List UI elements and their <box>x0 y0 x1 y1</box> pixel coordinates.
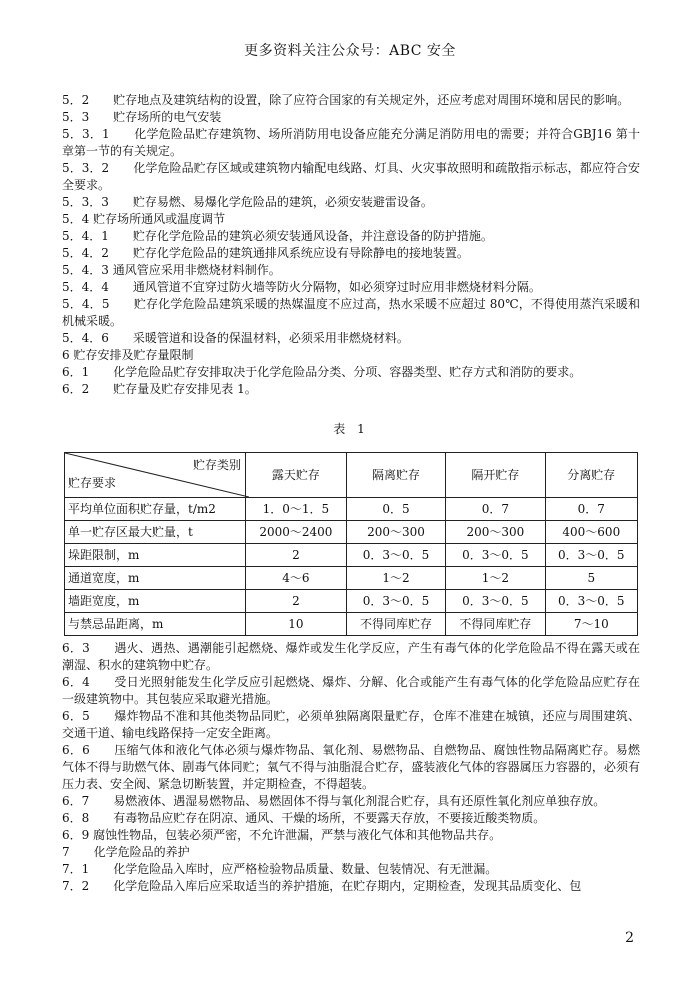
paragraph: 7 化学危险品的养护 <box>62 845 190 859</box>
column-header: 隔开贮存 <box>446 453 545 498</box>
paragraph: 6．4 受日光照射能发生化学反应引起燃烧、爆炸、分解、化合或能产生有毒气体的化学危险品应贮存在一级建筑物中。其包装应采取避光措施。 <box>62 675 640 706</box>
table-cell: 0．3～0．5 <box>446 544 545 567</box>
paragraph: 6 贮存安排及贮存量限制 <box>62 348 194 362</box>
storage-table <box>64 452 638 636</box>
table-cell: 7～10 <box>545 613 637 636</box>
table-cell: 不得同库贮存 <box>446 613 545 636</box>
row-label: 垛距限制，m <box>65 544 246 567</box>
document-body <box>62 92 640 895</box>
paragraph: 5．4．1 贮存化学危险品的建筑必须安装通风设备，并注意设备的防护措施。 <box>62 229 493 243</box>
paragraph: 5．4．4 通风管道不宜穿过防火墙等防火分隔物，如必须穿过时应用非燃烧材料分隔。 <box>62 280 541 294</box>
paragraph: 5．3．3 贮存易燃、易爆化学危险品的建筑，必须安装避雷设备。 <box>62 195 433 209</box>
paragraph: 6．5 爆炸物品不准和其他类物品同贮，必须单独隔离限量贮存，仓库不准建在城镇，还应与周围建筑、交通干道、输电线路保持一定安全距离。 <box>62 709 640 740</box>
table-cell: 200～300 <box>346 521 445 544</box>
table-cell: 1～2 <box>346 567 445 590</box>
table-cell: 0．3～0．5 <box>346 590 445 613</box>
table-cell: 2 <box>246 544 347 567</box>
table-row <box>65 613 638 636</box>
paragraph: 6．8 有毒物品应贮存在阴凉、通风、干燥的场所，不要露天存放，不要接近酸类物质。 <box>62 811 546 825</box>
column-header: 露天贮存 <box>246 453 347 498</box>
table-cell: 0．5 <box>346 498 445 521</box>
paragraph: 6．9 腐蚀性物品，包装必须严密，不允许泄漏，严禁与液化气体和其他物品共存。 <box>62 828 502 842</box>
row-label: 与禁忌品距离，m <box>65 613 246 636</box>
paragraph: 6．6 压缩气体和液化气体必须与爆炸物品、氧化剂、易燃物品、自燃物品、腐蚀性物品隔离贮存。易燃气体不得与助燃气体、剧毒气体同贮；氧气不得与油脂混合贮存，盛装液化气体的容器属压力容器的，必须有压力表、安全阀、紧急切断装置，并定期检查，不得超装。 <box>62 743 640 791</box>
table-cell: 0．3～0．5 <box>446 590 545 613</box>
table-caption: 表 1 <box>333 422 369 436</box>
paragraph: 5．4．5 贮存化学危险品建筑采暖的热媒温度不应过高，热水采暖不应超过 80℃，不得使用蒸汽采暖和机械采暖。 <box>62 297 640 328</box>
table-row <box>65 590 638 613</box>
table-cell: 不得同库贮存 <box>346 613 445 636</box>
table-cell: 1～2 <box>446 567 545 590</box>
section-5-paragraphs <box>62 92 640 398</box>
table-cell: 1．0～1．5 <box>246 498 347 521</box>
paragraph: 7．2 化学危险品入库后应采取适当的养护措施，在贮存期内，定期检查，发现其品质变化、包 <box>62 879 582 893</box>
table-row <box>65 521 638 544</box>
table-row <box>65 567 638 590</box>
table-cell: 0．3～0．5 <box>545 544 637 567</box>
section-6-7-paragraphs <box>62 640 640 895</box>
paragraph: 5．3．1 化学危险品贮存建筑物、场所消防用电设备应能充分满足消防用电的需要；并符合GBJ16 第十章第一节的有关规定。 <box>62 127 640 158</box>
paragraph: 5．2 贮存地点及建筑结构的设置，除了应符合国家的有关规定外，还应考虑对周围环境和居民的影响。 <box>62 93 630 107</box>
column-header: 隔离贮存 <box>346 453 445 498</box>
paragraph: 7．1 化学危险品入库时，应严格检验物品质量、数量、包装情况、有无泄漏。 <box>62 862 498 876</box>
table-cell: 200～300 <box>446 521 545 544</box>
table-cell: 0．3～0．5 <box>346 544 445 567</box>
table-cell: 0．7 <box>545 498 637 521</box>
row-label: 平均单位面积贮存量，t/m2 <box>65 498 246 521</box>
table-row <box>65 544 638 567</box>
table-corner-cell <box>65 453 246 498</box>
paragraph: 6．3 遇火、遇热、遇潮能引起燃烧、爆炸或发生化学反应，产生有毒气体的化学危险品不得在露天或在潮湿、积水的建筑物中贮存。 <box>62 641 640 672</box>
row-label: 通道宽度，m <box>65 567 246 590</box>
table-cell: 4～6 <box>246 567 347 590</box>
table-cell: 0．3～0．5 <box>545 590 637 613</box>
table-header-row <box>65 453 638 498</box>
corner-bottom-label: 贮存要求 <box>68 476 117 490</box>
paragraph: 6．1 化学危险品贮存安排取决于化学危险品分类、分项、容器类型、贮存方式和消防的要求。 <box>62 365 582 379</box>
paragraph: 6．7 易燃液体、遇湿易燃物品、易燃固体不得与氧化剂混合贮存，具有还原性氧化剂应单独存放。 <box>62 794 606 808</box>
table-cell: 5 <box>545 567 637 590</box>
paragraph: 5．4 贮存场所通风或温度调节 <box>62 212 226 226</box>
corner-top-label: 贮存类别 <box>192 458 241 472</box>
row-label: 墙距宽度，m <box>65 590 246 613</box>
row-label: 单一贮存区最大贮量，t <box>65 521 246 544</box>
table-cell: 10 <box>246 613 347 636</box>
paragraph: 5．3．2 化学危险品贮存区域或建筑物内输配电线路、灯具、火灾事故照明和疏散指示标志，都应符合安全要求。 <box>62 161 640 192</box>
table-cell: 400～600 <box>545 521 637 544</box>
table-cell: 2000～2400 <box>246 521 347 544</box>
paragraph: 5．4．6 采暖管道和设备的保温材料，必须采用非燃烧材料。 <box>62 331 409 345</box>
paragraph: 5．4．2 贮存化学危险品的建筑通排风系统应设有导除静电的接地装置。 <box>62 246 469 260</box>
page-number: 2 <box>625 930 634 946</box>
paragraph: 5．4．3 通风管应采用非燃烧材料制作。 <box>62 263 281 277</box>
table-cell: 2 <box>246 590 347 613</box>
page-header: 更多资料关注公众号：ABC 安全 <box>244 43 456 59</box>
paragraph: 5．3 贮存场所的电气安装 <box>62 110 222 124</box>
table-cell: 0．7 <box>446 498 545 521</box>
column-header: 分离贮存 <box>545 453 637 498</box>
paragraph: 6．2 贮存量及贮存安排见表 1。 <box>62 382 257 396</box>
table-row <box>65 498 638 521</box>
